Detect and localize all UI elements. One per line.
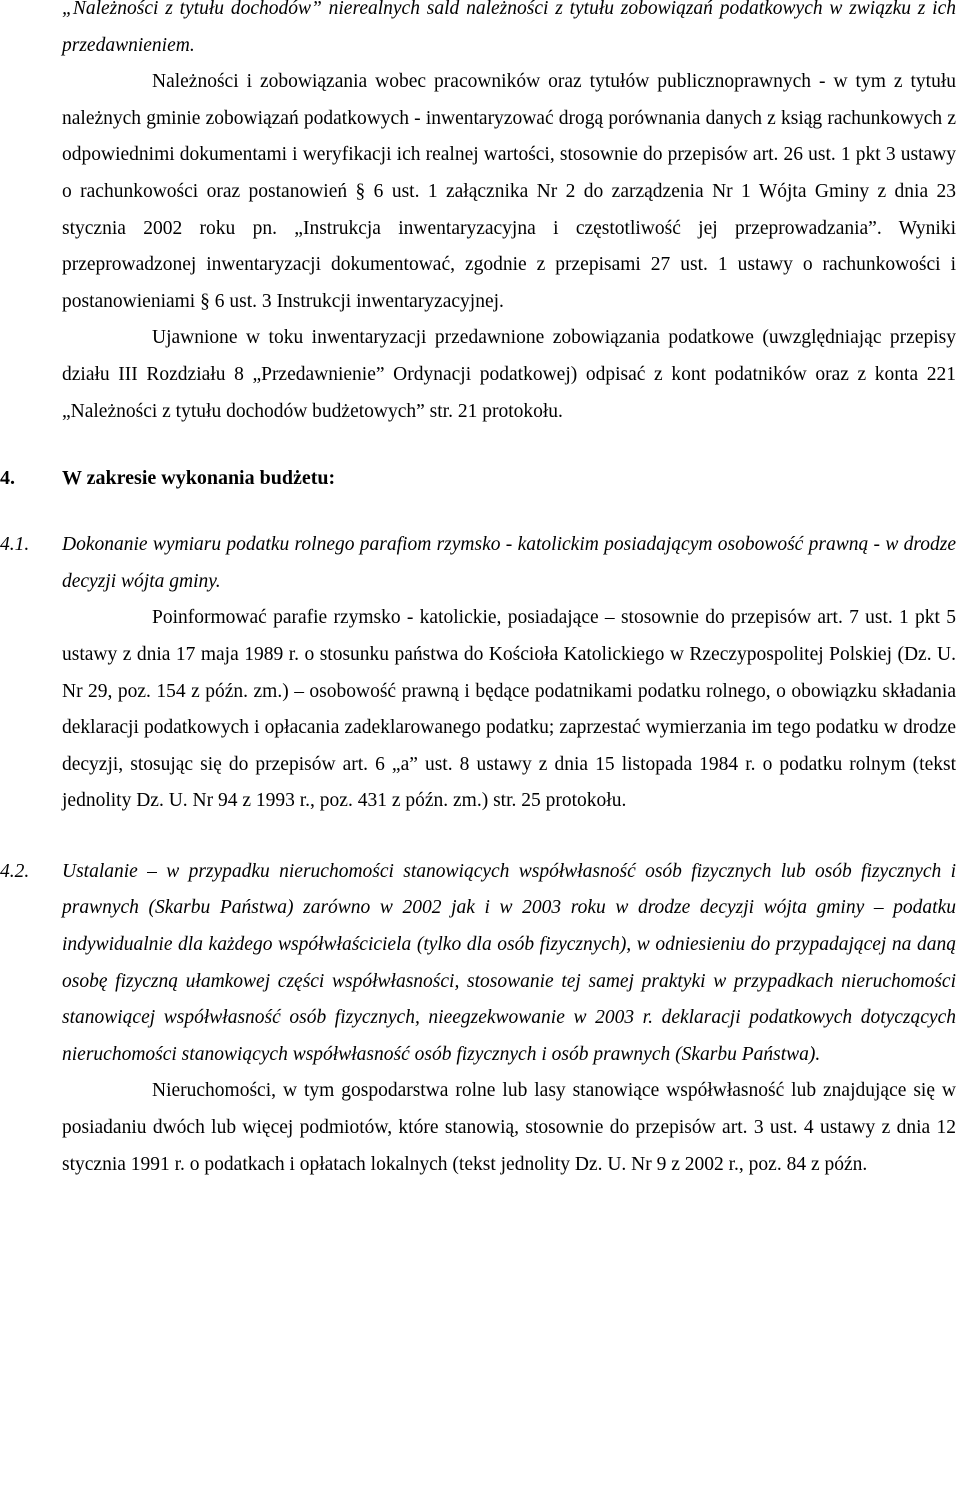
- item-4-2: [0, 854, 956, 1074]
- item-number: 4.1.: [0, 534, 30, 556]
- section-heading: [0, 460, 956, 496]
- spacer: [62, 430, 956, 460]
- paragraph-expired-liabilities: Ujawnione w toku inwentaryzacji przedawnione zobowiązania podatkowe (uwzględniając przepisy działu III Rozdziału 8 „Przedawnienie” Ordynacji podatkowej) odpisać z kont podatników oraz z konta 221 „Należności z tytułu dochodów budżetowych” str. 21 protokołu.: [62, 327, 956, 422]
- item-body: Poinformować parafie rzymsko - katolickie, posiadające – stosownie do przepisów art. 7 ust. 1 pkt 5 ustawy z dnia 17 maja 1989 r. o stosunku państwa do Kościoła Katolickiego w Rzeczypospolitej Polskiej (Dz. U. Nr 29, poz. 154 z późn. zm.) – osobowość prawną i będące podatnikami podatku rolnego, o obowiązku składania deklaracji podatkowych i opłacania zadeklarowanego podatku; zaprzestać wymierzania im tego podatku w drodze decyzji, stosując się do przepisów art. 6 „a” ust. 8 ustawy z dnia 15 listopada 1984 r. o podatku rolnym (tekst jednolity Dz. U. Nr 94 z 1993 r., poz. 431 z późn. zm.) str. 25 protokołu.: [62, 607, 956, 812]
- item-heading: Dokonanie wymiaru podatku rolnego parafiom rzymsko - katolickim posiadającym osobowość prawną - w drodze decyzji wójta gminy.: [62, 534, 956, 592]
- paragraph-inventory-procedure: Należności i zobowiązania wobec pracowników oraz tytułów publicznoprawnych - w tym z tytułu należnych gminie zobowiązań podatkowych - inwentaryzować drogą porównania danych z ksiąg rachunkowych z odpowiednimi dokumentami i weryfikacji ich realnej wartości, stosownie do przepisów art. 26 ust. 1 pkt 3 ustawy o rachunkowości oraz postanowień § 6 ust. 1 załącznika Nr 2 do zarządzenia Nr 1 Wójta Gminy z dnia 23 stycznia 2002 roku pn. „Instrukcja inwentaryzacyjna i częstotliwość jej przeprowadzania”. Wyniki przeprowadzonej inwentaryzacji dokumentować, zgodnie z przepisami 27 ust. 1 ustawy o rachunkowości i postanowieniami § 6 ust. 3 Instrukcji inwentaryzacyjnej.: [62, 71, 956, 312]
- section-number: 4.: [0, 467, 15, 490]
- section-title: W zakresie wykonania budżetu:: [62, 467, 336, 490]
- spacer: [62, 496, 956, 527]
- spacer: [62, 820, 956, 854]
- item-heading: Ustalanie – w przypadku nieruchomości stanowiących współwłasność osób fizycznych lub osób fizycznych i prawnych (Skarbu Państwa) zarówno w 2002 jak i w 2003 roku w drodze decyzji wójta gminy – podatku indywidualnie dla każdego współwłaściciela (tylko dla osób fizycznych), w odniesieniu do przypadającej na daną osobę fizyczną ułamkowej części współwłasności, stosowanie tej samej praktyki w przypadkach nieruchomości stanowiącej współwłasność osób fizycznych, nieegzekwowanie w 2003 r. deklaracji podatkowych dotyczących nieruchomości stanowiących współwłasność osób fizycznych i osób prawnych (Skarbu Państwa).: [62, 860, 956, 1065]
- paragraph-receivables-title: „Należności z tytułu dochodów” nierealnych sald należności z tytułu zobowiązań podatkowych w związku z ich przedawnieniem.: [62, 0, 956, 56]
- item-4-1: [0, 527, 956, 600]
- item-number: 4.2.: [0, 860, 30, 882]
- item-body: Nieruchomości, w tym gospodarstwa rolne lub lasy stanowiące współwłasność lub znajdujące się w posiadaniu dwóch lub więcej podmiotów, które stanowią, stosownie do przepisów art. 3 ust. 4 ustawy z dnia 12 stycznia 1991 r. o podatkach i opłatach lokalnych (tekst jednolity Dz. U. Nr 9 z 2002 r., poz. 84 z późn.: [62, 1080, 956, 1175]
